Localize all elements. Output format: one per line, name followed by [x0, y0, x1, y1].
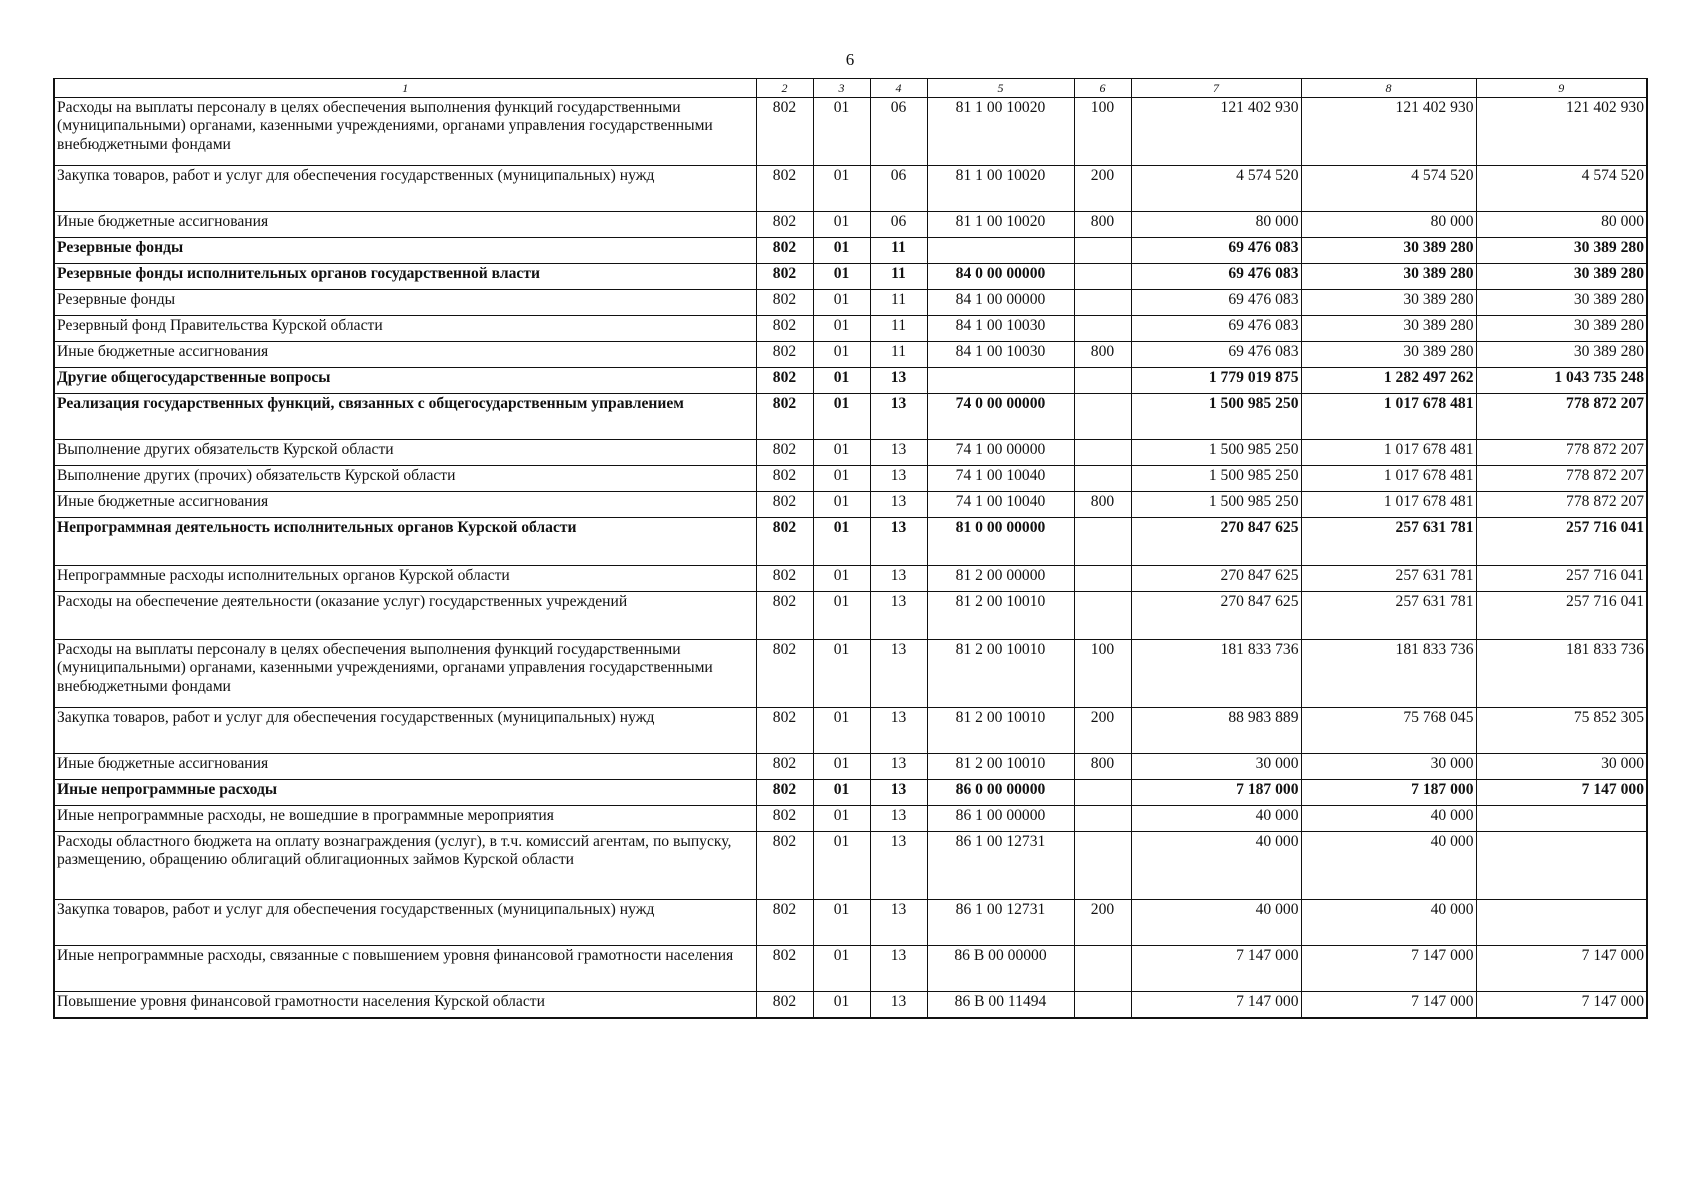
row-amount-cell: 1 017 678 481	[1301, 440, 1476, 466]
row-amount-cell: 181 833 736	[1131, 640, 1301, 708]
row-amount-cell: 4 574 520	[1476, 166, 1647, 212]
row-code-cell: 802	[756, 946, 813, 992]
row-code-cell: 06	[870, 166, 927, 212]
row-code-cell: 802	[756, 806, 813, 832]
row-code-cell	[1074, 566, 1131, 592]
row-code-cell: 84 0 00 00000	[927, 264, 1074, 290]
row-amount-cell	[1476, 832, 1647, 900]
column-header: 2	[756, 79, 813, 98]
row-amount-cell: 121 402 930	[1131, 98, 1301, 166]
row-amount-cell: 7 187 000	[1301, 780, 1476, 806]
row-code-cell: 802	[756, 98, 813, 166]
row-code-cell: 802	[756, 342, 813, 368]
row-amount-cell: 1 500 985 250	[1131, 492, 1301, 518]
row-code-cell: 01	[813, 832, 870, 900]
row-amount-cell: 69 476 083	[1131, 264, 1301, 290]
row-name-cell: Иные непрограммные расходы, связанные с повышением уровня финансовой грамотности населения	[54, 946, 756, 992]
row-code-cell	[1074, 316, 1131, 342]
row-amount-cell: 30 389 280	[1476, 316, 1647, 342]
row-code-cell: 86 1 00 12731	[927, 900, 1074, 946]
row-amount-cell: 1 500 985 250	[1131, 394, 1301, 440]
row-code-cell	[1074, 518, 1131, 566]
row-code-cell: 200	[1074, 708, 1131, 754]
row-code-cell: 84 1 00 00000	[927, 290, 1074, 316]
row-code-cell: 01	[813, 316, 870, 342]
row-code-cell: 802	[756, 640, 813, 708]
row-code-cell	[1074, 592, 1131, 640]
table-row	[54, 640, 1647, 708]
row-code-cell: 802	[756, 592, 813, 640]
row-code-cell: 13	[870, 566, 927, 592]
row-code-cell: 13	[870, 492, 927, 518]
row-code-cell: 01	[813, 946, 870, 992]
row-code-cell: 13	[870, 640, 927, 708]
row-amount-cell: 69 476 083	[1131, 290, 1301, 316]
row-code-cell: 802	[756, 264, 813, 290]
row-name-cell: Резервные фонды исполнительных органов государственной власти	[54, 264, 756, 290]
row-code-cell: 74 1 00 10040	[927, 492, 1074, 518]
row-code-cell: 01	[813, 466, 870, 492]
row-amount-cell: 1 017 678 481	[1301, 492, 1476, 518]
table-row	[54, 212, 1647, 238]
row-code-cell: 802	[756, 992, 813, 1018]
row-code-cell: 81 2 00 10010	[927, 592, 1074, 640]
table-row	[54, 290, 1647, 316]
table-row	[54, 342, 1647, 368]
row-name-cell: Иные непрограммные расходы, не вошедшие в программные мероприятия	[54, 806, 756, 832]
row-amount-cell: 7 147 000	[1476, 946, 1647, 992]
row-code-cell: 01	[813, 212, 870, 238]
row-code-cell: 802	[756, 832, 813, 900]
row-code-cell: 11	[870, 342, 927, 368]
row-amount-cell: 30 389 280	[1476, 290, 1647, 316]
row-name-cell: Расходы на обеспечение деятельности (оказание услуг) государственных учреждений	[54, 592, 756, 640]
row-amount-cell: 30 000	[1476, 754, 1647, 780]
row-code-cell: 802	[756, 492, 813, 518]
row-code-cell: 13	[870, 832, 927, 900]
row-code-cell: 802	[756, 900, 813, 946]
row-code-cell: 13	[870, 708, 927, 754]
row-code-cell: 81 2 00 00000	[927, 566, 1074, 592]
row-code-cell: 86 1 00 00000	[927, 806, 1074, 832]
row-code-cell: 74 0 00 00000	[927, 394, 1074, 440]
row-code-cell: 81 2 00 10010	[927, 754, 1074, 780]
row-amount-cell: 7 147 000	[1131, 992, 1301, 1018]
row-code-cell: 802	[756, 166, 813, 212]
row-code-cell: 06	[870, 98, 927, 166]
row-amount-cell: 80 000	[1301, 212, 1476, 238]
table-row	[54, 166, 1647, 212]
row-amount-cell: 778 872 207	[1476, 466, 1647, 492]
row-code-cell: 13	[870, 592, 927, 640]
column-header: 1	[54, 79, 756, 98]
page-number: 6	[845, 50, 855, 69]
row-code-cell: 01	[813, 394, 870, 440]
row-code-cell	[927, 238, 1074, 264]
row-code-cell: 01	[813, 98, 870, 166]
row-code-cell: 74 1 00 10040	[927, 466, 1074, 492]
row-code-cell: 200	[1074, 900, 1131, 946]
row-name-cell: Реализация государственных функций, связанных с общегосударственным управлением	[54, 394, 756, 440]
row-amount-cell: 270 847 625	[1131, 566, 1301, 592]
row-code-cell: 06	[870, 212, 927, 238]
row-code-cell: 86 1 00 12731	[927, 832, 1074, 900]
row-code-cell: 802	[756, 238, 813, 264]
row-code-cell: 13	[870, 806, 927, 832]
row-amount-cell: 1 017 678 481	[1301, 394, 1476, 440]
row-code-cell: 01	[813, 592, 870, 640]
row-amount-cell: 1 017 678 481	[1301, 466, 1476, 492]
row-amount-cell: 257 631 781	[1301, 566, 1476, 592]
row-code-cell: 800	[1074, 212, 1131, 238]
row-amount-cell: 1 500 985 250	[1131, 466, 1301, 492]
row-code-cell: 802	[756, 212, 813, 238]
row-amount-cell: 30 389 280	[1301, 316, 1476, 342]
row-name-cell: Расходы областного бюджета на оплату вознаграждения (услуг), в т.ч. комиссий агентам, по выпуску, размещению, обращению облигаций облигационных займов Курской области	[54, 832, 756, 900]
row-code-cell	[1074, 238, 1131, 264]
row-code-cell: 01	[813, 900, 870, 946]
row-code-cell: 11	[870, 290, 927, 316]
table-row	[54, 98, 1647, 166]
row-code-cell: 84 1 00 10030	[927, 316, 1074, 342]
header-row	[54, 79, 1647, 98]
row-code-cell: 13	[870, 368, 927, 394]
row-amount-cell: 7 147 000	[1476, 780, 1647, 806]
row-amount-cell: 69 476 083	[1131, 342, 1301, 368]
row-amount-cell: 257 716 041	[1476, 592, 1647, 640]
row-amount-cell: 40 000	[1301, 806, 1476, 832]
row-code-cell	[1074, 780, 1131, 806]
row-code-cell: 81 2 00 10010	[927, 708, 1074, 754]
row-code-cell: 81 1 00 10020	[927, 166, 1074, 212]
column-header: 9	[1476, 79, 1647, 98]
row-code-cell	[1074, 466, 1131, 492]
budget-table	[53, 78, 1648, 1019]
table-row	[54, 518, 1647, 566]
row-code-cell: 13	[870, 992, 927, 1018]
row-code-cell: 11	[870, 238, 927, 264]
row-code-cell: 802	[756, 754, 813, 780]
row-amount-cell: 88 983 889	[1131, 708, 1301, 754]
row-amount-cell: 7 147 000	[1476, 992, 1647, 1018]
row-code-cell: 802	[756, 316, 813, 342]
row-code-cell	[1074, 264, 1131, 290]
row-code-cell: 86 В 00 11494	[927, 992, 1074, 1018]
row-code-cell	[927, 368, 1074, 394]
row-name-cell: Выполнение других (прочих) обязательств Курской области	[54, 466, 756, 492]
row-code-cell: 802	[756, 780, 813, 806]
table-row	[54, 946, 1647, 992]
row-code-cell: 86 В 00 00000	[927, 946, 1074, 992]
column-header: 6	[1074, 79, 1131, 98]
row-code-cell	[1074, 290, 1131, 316]
row-name-cell: Другие общегосударственные вопросы	[54, 368, 756, 394]
row-code-cell: 802	[756, 708, 813, 754]
row-code-cell: 13	[870, 466, 927, 492]
row-amount-cell: 778 872 207	[1476, 440, 1647, 466]
row-amount-cell: 270 847 625	[1131, 518, 1301, 566]
table-row	[54, 754, 1647, 780]
row-amount-cell: 1 779 019 875	[1131, 368, 1301, 394]
row-code-cell: 800	[1074, 342, 1131, 368]
row-amount-cell: 1 043 735 248	[1476, 368, 1647, 394]
row-amount-cell: 270 847 625	[1131, 592, 1301, 640]
row-code-cell: 11	[870, 316, 927, 342]
row-amount-cell: 30 000	[1131, 754, 1301, 780]
row-code-cell: 802	[756, 368, 813, 394]
table-row	[54, 900, 1647, 946]
row-code-cell	[1074, 806, 1131, 832]
row-code-cell	[1074, 832, 1131, 900]
row-amount-cell: 4 574 520	[1301, 166, 1476, 212]
row-code-cell: 802	[756, 466, 813, 492]
row-code-cell: 802	[756, 566, 813, 592]
row-amount-cell: 181 833 736	[1476, 640, 1647, 708]
row-code-cell: 01	[813, 754, 870, 780]
row-code-cell: 81 2 00 10010	[927, 640, 1074, 708]
table-row	[54, 440, 1647, 466]
row-code-cell: 01	[813, 992, 870, 1018]
row-code-cell: 01	[813, 640, 870, 708]
row-name-cell: Непрограммные расходы исполнительных органов Курской области	[54, 566, 756, 592]
row-code-cell: 802	[756, 440, 813, 466]
row-amount-cell: 7 147 000	[1131, 946, 1301, 992]
row-code-cell: 13	[870, 946, 927, 992]
table-row	[54, 592, 1647, 640]
row-code-cell	[1074, 440, 1131, 466]
row-amount-cell: 40 000	[1131, 806, 1301, 832]
row-code-cell: 200	[1074, 166, 1131, 212]
row-amount-cell: 40 000	[1131, 900, 1301, 946]
row-amount-cell: 778 872 207	[1476, 394, 1647, 440]
row-code-cell: 01	[813, 440, 870, 466]
row-code-cell: 01	[813, 708, 870, 754]
table-row	[54, 566, 1647, 592]
row-name-cell: Иные бюджетные ассигнования	[54, 212, 756, 238]
row-amount-cell: 778 872 207	[1476, 492, 1647, 518]
row-amount-cell: 1 282 497 262	[1301, 368, 1476, 394]
row-amount-cell: 1 500 985 250	[1131, 440, 1301, 466]
column-header: 5	[927, 79, 1074, 98]
row-amount-cell: 80 000	[1131, 212, 1301, 238]
row-code-cell: 100	[1074, 98, 1131, 166]
column-header: 4	[870, 79, 927, 98]
row-name-cell: Расходы на выплаты персоналу в целях обеспечения выполнения функций государственными (муниципальными) органами, казенными учреждениями, органами управления государственными внебюджетными фондами	[54, 640, 756, 708]
row-code-cell	[1074, 992, 1131, 1018]
row-code-cell: 01	[813, 806, 870, 832]
row-code-cell: 01	[813, 518, 870, 566]
row-code-cell	[1074, 368, 1131, 394]
row-name-cell: Иные непрограммные расходы	[54, 780, 756, 806]
row-amount-cell: 30 389 280	[1476, 238, 1647, 264]
row-code-cell: 802	[756, 394, 813, 440]
column-header: 8	[1301, 79, 1476, 98]
table-row	[54, 832, 1647, 900]
table-row	[54, 806, 1647, 832]
row-name-cell: Выполнение других обязательств Курской области	[54, 440, 756, 466]
row-code-cell: 13	[870, 394, 927, 440]
row-code-cell: 01	[813, 566, 870, 592]
row-amount-cell: 30 000	[1301, 754, 1476, 780]
table-row	[54, 466, 1647, 492]
row-code-cell: 01	[813, 342, 870, 368]
row-code-cell: 01	[813, 264, 870, 290]
row-code-cell: 802	[756, 290, 813, 316]
row-name-cell: Повышение уровня финансовой грамотности населения Курской области	[54, 992, 756, 1018]
row-amount-cell: 121 402 930	[1476, 98, 1647, 166]
row-name-cell: Резервные фонды	[54, 290, 756, 316]
row-code-cell: 01	[813, 780, 870, 806]
row-code-cell: 13	[870, 780, 927, 806]
row-name-cell: Резервный фонд Правительства Курской области	[54, 316, 756, 342]
row-code-cell: 81 1 00 10020	[927, 98, 1074, 166]
row-code-cell: 13	[870, 754, 927, 780]
row-amount-cell: 80 000	[1476, 212, 1647, 238]
row-code-cell: 01	[813, 166, 870, 212]
row-amount-cell: 30 389 280	[1301, 264, 1476, 290]
row-amount-cell: 40 000	[1301, 832, 1476, 900]
row-amount-cell: 30 389 280	[1476, 264, 1647, 290]
row-amount-cell: 75 768 045	[1301, 708, 1476, 754]
row-name-cell: Непрограммная деятельность исполнительных органов Курской области	[54, 518, 756, 566]
row-amount-cell: 7 187 000	[1131, 780, 1301, 806]
row-amount-cell: 257 716 041	[1476, 566, 1647, 592]
row-amount-cell: 7 147 000	[1301, 992, 1476, 1018]
table-row	[54, 992, 1647, 1018]
row-amount-cell: 69 476 083	[1131, 316, 1301, 342]
row-code-cell: 01	[813, 368, 870, 394]
row-name-cell: Иные бюджетные ассигнования	[54, 492, 756, 518]
row-code-cell: 01	[813, 238, 870, 264]
row-code-cell: 800	[1074, 492, 1131, 518]
row-code-cell: 01	[813, 290, 870, 316]
row-amount-cell: 40 000	[1301, 900, 1476, 946]
row-name-cell: Иные бюджетные ассигнования	[54, 754, 756, 780]
row-name-cell: Закупка товаров, работ и услуг для обеспечения государственных (муниципальных) нужд	[54, 166, 756, 212]
table-body	[54, 98, 1647, 1018]
table-row	[54, 316, 1647, 342]
row-code-cell: 01	[813, 492, 870, 518]
row-code-cell: 100	[1074, 640, 1131, 708]
row-amount-cell: 181 833 736	[1301, 640, 1476, 708]
row-amount-cell: 257 631 781	[1301, 592, 1476, 640]
row-code-cell: 81 1 00 10020	[927, 212, 1074, 238]
row-code-cell: 74 1 00 00000	[927, 440, 1074, 466]
row-code-cell: 802	[756, 518, 813, 566]
row-name-cell: Иные бюджетные ассигнования	[54, 342, 756, 368]
row-amount-cell: 30 389 280	[1301, 238, 1476, 264]
table-row	[54, 708, 1647, 754]
row-amount-cell	[1476, 806, 1647, 832]
row-amount-cell: 7 147 000	[1301, 946, 1476, 992]
row-code-cell: 84 1 00 10030	[927, 342, 1074, 368]
row-code-cell: 86 0 00 00000	[927, 780, 1074, 806]
row-code-cell: 800	[1074, 754, 1131, 780]
row-name-cell: Закупка товаров, работ и услуг для обеспечения государственных (муниципальных) нужд	[54, 900, 756, 946]
row-code-cell: 81 0 00 00000	[927, 518, 1074, 566]
column-header: 7	[1131, 79, 1301, 98]
row-code-cell: 13	[870, 440, 927, 466]
row-name-cell: Расходы на выплаты персоналу в целях обеспечения выполнения функций государственными (муниципальными) органами, казенными учреждениями, органами управления государственными внебюджетными фондами	[54, 98, 756, 166]
row-name-cell: Закупка товаров, работ и услуг для обеспечения государственных (муниципальных) нужд	[54, 708, 756, 754]
row-amount-cell: 30 389 280	[1301, 342, 1476, 368]
column-header: 3	[813, 79, 870, 98]
row-amount-cell: 75 852 305	[1476, 708, 1647, 754]
row-amount-cell: 40 000	[1131, 832, 1301, 900]
row-name-cell: Резервные фонды	[54, 238, 756, 264]
row-amount-cell: 4 574 520	[1131, 166, 1301, 212]
table-row	[54, 394, 1647, 440]
row-amount-cell: 30 389 280	[1301, 290, 1476, 316]
table-row	[54, 238, 1647, 264]
table-row	[54, 368, 1647, 394]
row-amount-cell: 257 716 041	[1476, 518, 1647, 566]
row-code-cell	[1074, 394, 1131, 440]
row-code-cell: 11	[870, 264, 927, 290]
table-row	[54, 492, 1647, 518]
row-amount-cell	[1476, 900, 1647, 946]
row-amount-cell: 257 631 781	[1301, 518, 1476, 566]
table-row	[54, 780, 1647, 806]
row-amount-cell: 121 402 930	[1301, 98, 1476, 166]
row-amount-cell: 69 476 083	[1131, 238, 1301, 264]
row-code-cell: 13	[870, 900, 927, 946]
row-code-cell	[1074, 946, 1131, 992]
row-amount-cell: 30 389 280	[1476, 342, 1647, 368]
table-row	[54, 264, 1647, 290]
row-code-cell: 13	[870, 518, 927, 566]
